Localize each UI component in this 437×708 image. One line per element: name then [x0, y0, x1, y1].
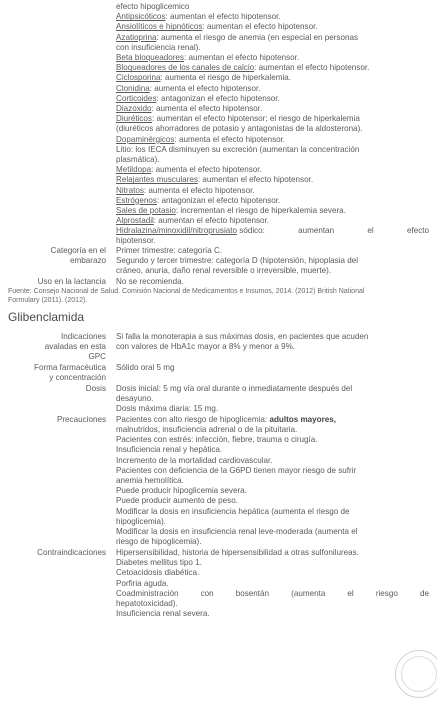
interaction-text: Litio: los IECA disminuyen su excreción (aumentan la concentración	[116, 144, 360, 154]
interaction-line	[116, 155, 160, 165]
precaucion-text: Pacientes con alto riesgo de hipoglicemia:	[116, 415, 268, 424]
precaucion-line: Pacientes con deficiencia de la G6PD tienen mayor riesgo de sufrir	[116, 465, 357, 475]
precaucion-line: anemia hemolítica.	[116, 476, 184, 485]
dosis-line: Dosis máxima diaria: 15 mg.	[116, 404, 219, 413]
word: el	[347, 588, 354, 598]
drug-link[interactable]: Metildopa	[116, 165, 152, 175]
interaction-line	[116, 124, 363, 134]
precaucion-line: malnutridos, insuficiencia adrenal o de la pituitaria.	[116, 425, 298, 434]
interaction-line	[116, 104, 262, 114]
drug-link[interactable]: Azatioprina	[116, 32, 157, 42]
drug-link[interactable]: Diuréticos	[116, 114, 152, 124]
word: sódico:	[239, 226, 265, 235]
word: bosentán	[235, 588, 270, 598]
interaction-line	[116, 206, 346, 216]
embarazo-line: Segundo y tercer trimestre: categoría D (hipotensión, hipoplasia del	[116, 256, 359, 265]
interaction-line	[116, 12, 281, 22]
precauciones-label: Precauciones	[56, 415, 106, 424]
interaction-line	[116, 22, 318, 32]
interaction-text: : antagonizan el efecto hipotensor.	[156, 93, 280, 103]
fuente-line: Fuente: Consejo Nacional de Salud. Comisión Nacional de Medicamentos e Insumos, 2014. (2012) British National	[8, 288, 365, 295]
precaucion-line: Pacientes con estrés: infección, fiebre, trauma o cirugía.	[116, 435, 318, 445]
interaction-text: : aumentan el efecto hipotensor.	[254, 63, 370, 73]
drug-link[interactable]: Corticoides	[116, 93, 157, 103]
word: Coadministración	[116, 588, 179, 598]
precauciones-first	[116, 415, 336, 425]
lactancia-value: No se recomienda.	[116, 277, 184, 286]
word: (aumenta	[291, 588, 326, 598]
word: el	[367, 226, 374, 235]
indicaciones-line: Si falla la monoterapia a sus máximas dosis, en pacientes que acuden	[116, 332, 369, 341]
indicaciones-label: Indicaciones	[61, 332, 106, 341]
interaction-text: : antagonizan el efecto hipotensor.	[156, 195, 281, 205]
word: de	[419, 588, 429, 598]
embarazo-line: Primer trimestre: categoría C.	[116, 246, 223, 255]
contra-line: Porfiria aguda.	[116, 578, 169, 588]
forma-label: y concentración	[49, 373, 106, 382]
interaction-line	[116, 43, 201, 53]
drug-link[interactable]: Ciclosporina	[116, 73, 161, 83]
embarazo-label-1: Categoría en el	[50, 246, 106, 255]
drug-link[interactable]: Bloqueadores de los canales de calcio	[116, 63, 255, 73]
contra-label: Contraindicaciones	[37, 548, 106, 557]
forma-value: Sólido oral 5 mg	[116, 363, 175, 372]
drug-link[interactable]: Hidralazina/minoxidil/nitroprusiato	[116, 226, 238, 235]
dosis-line: desayuno.	[116, 394, 154, 403]
interaction-text: : aumenta el efecto hipotensor.	[151, 104, 263, 113]
indicaciones-label: GPC	[88, 352, 106, 361]
lactancia-label: Uso en la lactancia	[37, 277, 106, 286]
precaucion-line: Modificar la dosis en insuficiencia hepática (aumenta el riesgo de	[116, 506, 350, 516]
coadministracion-line	[116, 589, 429, 599]
interaction-text: (diuréticos ahorradores de potasio y antagonistas de la aldosterona).	[116, 124, 363, 134]
stamp-seal-inner	[401, 656, 437, 692]
drug-link[interactable]: Estrógenos	[116, 195, 157, 205]
contra-line: hepatotoxicidad).	[116, 599, 178, 608]
interaction-line	[116, 53, 299, 63]
embarazo-line: cráneo, anuria, daño renal reversible o irreversible, muerte).	[116, 266, 332, 275]
interaction-line	[116, 175, 313, 185]
interaction-text: : aumenta el efecto hipotensor.	[151, 165, 262, 175]
interaction-line	[116, 145, 359, 155]
dosis-line: Dosis inicial: 5 mg vía oral durante o inmediatamente después del	[116, 384, 353, 393]
indicaciones-label: avaladas en esta	[44, 342, 106, 351]
interaction-line	[116, 165, 262, 175]
embarazo-label-2: embarazo	[70, 256, 106, 265]
interaction-text: : aumentan el efecto hipotensor.	[202, 22, 318, 32]
interaction-line	[116, 135, 285, 145]
hidralazina-line	[116, 226, 429, 236]
interaction-text: : aumentan el efecto hipotensor.	[165, 12, 281, 22]
contra-line: Diabetes mellitus tipo 1.	[116, 558, 202, 568]
contra-line: Hipersensibilidad, historia de hipersensibilidad a otras sulfonilureas.	[116, 548, 359, 557]
interaction-text: : aumenta el efecto hipotensor.	[174, 134, 286, 144]
drug-link[interactable]: Diazoxido	[116, 104, 152, 113]
indicaciones-line: con valores de HbA1c mayor a 8% y menor a 9%.	[116, 342, 296, 351]
interaction-text: : incrementan el riesgo de hiperkalemia severa.	[175, 206, 346, 215]
precaucion-line: riesgo de hipoglicemia).	[116, 537, 202, 547]
precaucion-line: Incremento de la mortalidad cardiovascular.	[116, 455, 273, 465]
fuente-line: Formulary (2011). (2012).	[8, 297, 88, 304]
interaction-line	[116, 33, 358, 43]
precaucion-line: Insuficiencia renal y hepática.	[116, 445, 223, 455]
interaction-line	[116, 73, 291, 83]
interaction-line	[116, 186, 255, 196]
interaction-line	[116, 114, 360, 124]
drug-link[interactable]: Nitratos	[116, 185, 144, 195]
interaction-text: : aumentan el efecto hipotensor; el riesgo de hiperkalemia	[151, 114, 360, 124]
word: efecto	[406, 226, 429, 235]
interaction-line	[116, 84, 260, 94]
drug-link[interactable]: Ansiolíticos e hipnóticos	[116, 22, 203, 32]
drug-title: Glibenclamida	[8, 310, 85, 324]
contra-line: Cetoacidosis diabética.	[116, 568, 200, 578]
forma-label: Forma farmacéutica	[34, 363, 106, 372]
word: riesgo	[375, 588, 398, 598]
interaction-text: : aumentan el efecto hipotensor.	[183, 53, 300, 62]
precaucion-line: hipoglicemia).	[116, 516, 166, 526]
interaction-line	[116, 94, 280, 104]
interaction-line	[116, 2, 189, 12]
word: aumentan	[298, 226, 335, 235]
precaucion-line: Puede producir hipoglicemia severa.	[116, 486, 247, 496]
interaction-text: : aumenta el riesgo de hiperkalemia.	[160, 73, 292, 83]
drug-link[interactable]: Clonidina	[116, 83, 150, 93]
drug-link[interactable]: Antipsicóticos	[116, 12, 166, 22]
interaction-text: con insuficiencia renal).	[116, 42, 201, 52]
drug-link[interactable]: Dopaminérgicos	[116, 134, 175, 144]
precaucion-bold: adultos mayores,	[269, 415, 337, 424]
word: con	[200, 588, 214, 598]
interaction-line	[116, 196, 280, 206]
interaction-line	[116, 216, 269, 226]
precaucion-line: Modificar la dosis en insuficiencia renal leve-moderada (aumenta el	[116, 527, 358, 536]
drug-link[interactable]: Beta bloqueadores	[116, 53, 184, 62]
precaucion-line: Puede producir aumento de peso.	[116, 496, 238, 506]
dosis-label: Dosis	[85, 384, 106, 393]
interaction-text: : aumentan el efecto hipotensor.	[197, 175, 314, 185]
interaction-text: : aumenta el efecto hipotensor.	[143, 185, 255, 195]
interaction-text: efecto hipoglicemico	[116, 2, 190, 11]
contra-line: Insuficiencia renal severa.	[116, 609, 210, 619]
interaction-text: : aumenta el efecto hipotensor.	[149, 83, 261, 93]
drug-link[interactable]: Relajantes musculares	[116, 175, 198, 185]
interaction-text: plasmática).	[116, 155, 160, 164]
hidralazina-cont: hipotensor.	[116, 236, 156, 245]
drug-link[interactable]: Alprostadil	[116, 216, 154, 226]
drug-link[interactable]: Sales de potasio	[116, 206, 176, 215]
interaction-line	[116, 63, 369, 73]
interaction-text: : aumenta el riesgo de anemia (en especial en personas	[156, 32, 359, 42]
interaction-text: : aumentan el efecto hipotensor.	[153, 216, 269, 226]
